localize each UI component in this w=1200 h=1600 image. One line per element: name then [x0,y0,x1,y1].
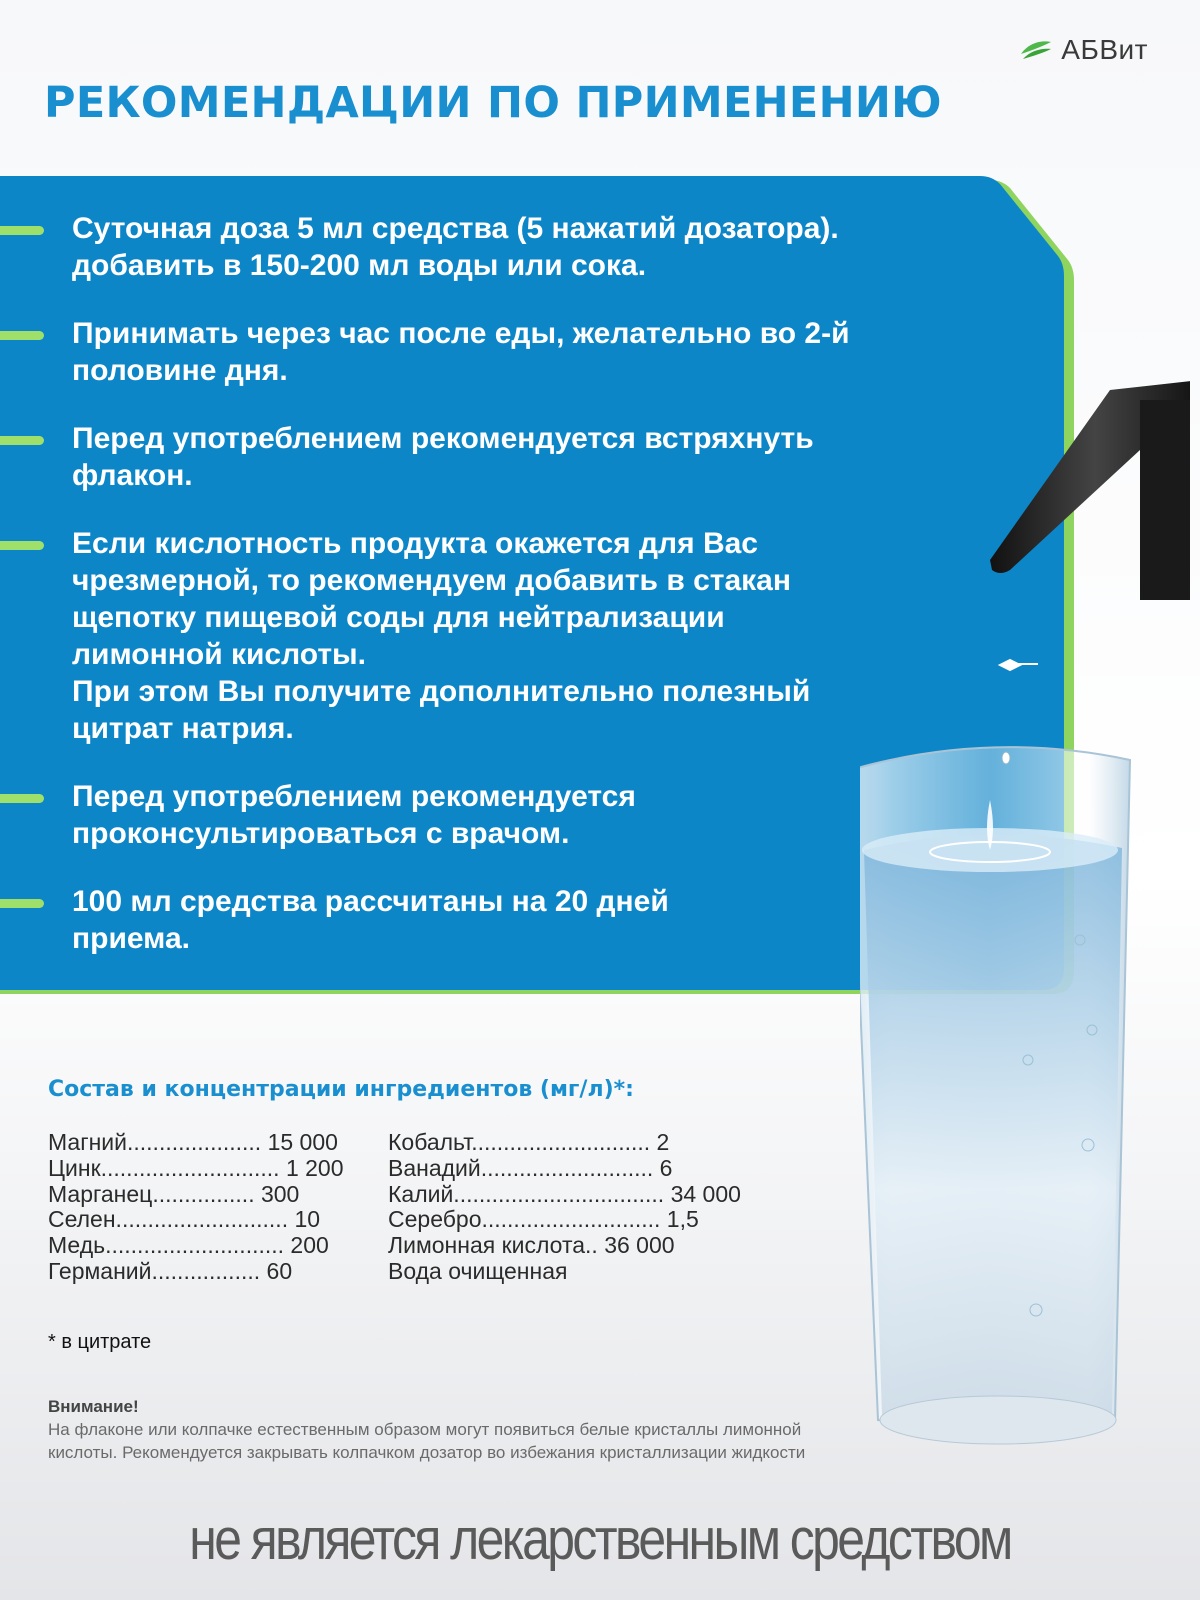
brand-logo [1019,34,1148,66]
ingredient-row: Германий................. 60 [48,1257,293,1284]
bullet-marker [0,899,44,908]
page-title: РЕКОМЕНДАЦИИ ПО ПРИМЕНЕНИЮ [44,78,942,128]
ingredient-row: Лимонная кислота.. 36 000 [388,1232,675,1259]
sparkle-icon [1000,660,1038,670]
list-item [0,210,1020,284]
ingredient-row: Селен........................... 10 [48,1206,321,1233]
ingredient-row: Медь............................ 200 [48,1232,329,1259]
bullet-marker [0,541,44,550]
ingredient-row: Ванадий........................... 6 [388,1154,673,1181]
bullet-marker [0,794,44,803]
disclaimer: не является лекарственным средством [189,1507,1011,1572]
recommendation-text: Перед употреблением рекомендуется встряхнуть флакон. [72,422,814,492]
ingredient-row: Калий................................. 34 000 [388,1180,741,1207]
list-item [0,315,1020,389]
bullet-marker [0,226,44,235]
warning-block [48,1396,868,1464]
recommendation-text: Суточная доза 5 мл средства (5 нажатий дозатора). добавить в 150-200 мл воды или сока. [72,212,839,282]
recommendation-text: 100 мл средства рассчитаны на 20 дней приема. [72,885,669,955]
bullet-marker [0,436,44,445]
leaf-icon [1019,38,1053,62]
ingredient-row: Марганец................ 300 [48,1180,300,1207]
ingredient-row: Вода очищенная [388,1257,568,1284]
composition-title: Состав и концентрации ингредиентов (мг/л)*: [48,1077,634,1102]
ingredient-row: Магний..................... 15 000 [48,1129,338,1155]
bullet-marker [0,331,44,340]
warning-title: Внимание! [48,1397,139,1416]
brand-name: АБВит [1061,34,1148,65]
composition-column-right [388,1130,741,1285]
ingredient-row: Серебро............................ 1,5 [388,1206,699,1233]
ingredient-row: Кобальт............................ 2 [388,1129,670,1155]
ingredient-row: Цинк............................ 1 200 [48,1154,344,1181]
composition-column-left [48,1130,344,1285]
recommendation-text: Перед употреблением рекомендуется проконсультироваться с врачом. [72,780,636,850]
warning-text: На флаконе или колпачке естественным образом могут появиться белые кристаллы лимонной кислоты. Рекомендуется закрывать колпачком дозатор во избежания кристаллизации жидкости [48,1420,806,1462]
recommendation-text: Принимать через час после еды, желательно во 2-й половине дня. [72,317,850,387]
recommendation-text: Если кислотность продукта окажется для Вас чрезмерной, то рекомендуем добавить в стакан щепотку пищевой соды для нейтрализации лимонной кислоты. При этом Вы получите дополнительно полезный цитрат натрия. [72,527,811,745]
dispenser-body [1140,400,1190,600]
footnote: * в цитрате [48,1331,152,1353]
water-glass-illustration [860,380,1190,1490]
